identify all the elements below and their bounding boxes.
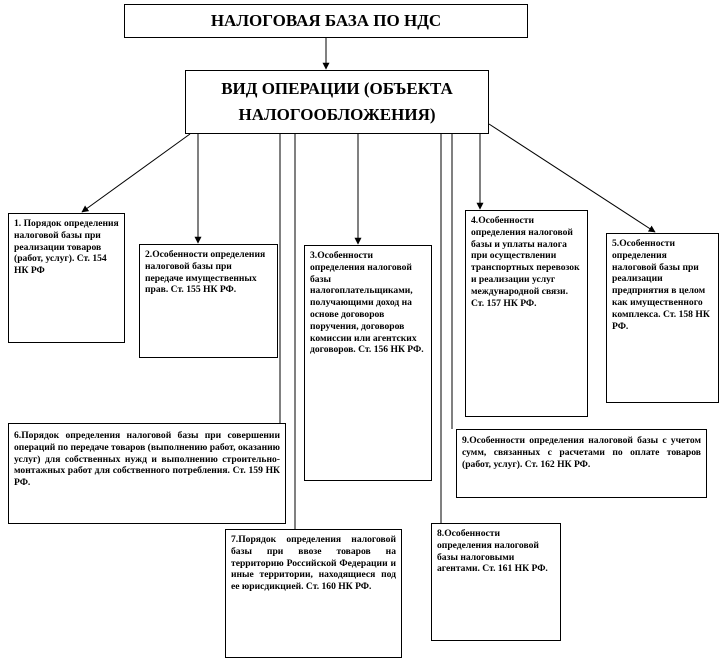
box-9-payment-amounts xyxy=(456,429,707,498)
box-8-text: 8.Особенности определения налоговой базы налоговыми агентами. Ст. 161 НК РФ. xyxy=(437,528,548,575)
box-8-tax-agents xyxy=(431,523,561,641)
box-6-own-needs xyxy=(8,423,286,524)
arrow-to-box-1 xyxy=(82,134,190,212)
box-7-text: 7.Порядок определения налоговой базы при ввозе товаров на территорию Российской Федерации и иные территории, находящиеся под ее юрисдикцией. Ст. 160 НК РФ. xyxy=(231,534,396,593)
box-1-sale-of-goods xyxy=(8,213,125,343)
box-2-text: 2.Особенности определения налоговой базы при передаче имущественных прав. Ст. 155 НК РФ. xyxy=(145,249,266,296)
box-3-agency-contracts xyxy=(304,245,432,481)
box-3-text: 3.Особенности определения налоговой базы налогоплательщиками, получающими доход на основе договоров поручения, договоров комиссии или агентских договоров. Ст. 156 НК РФ. xyxy=(310,250,424,356)
operation-type-line-1: ВИД ОПЕРАЦИИ (ОБЪЕКТА xyxy=(221,79,453,98)
box-5-enterprise-sale xyxy=(606,233,719,403)
box-6-text: 6.Порядок определения налоговой базы при совершении операций по передаче товаров (выполнению работ, оказанию услуг) для собственных нужд и выполнению строительно-монтажных работ для собственного потребления. Ст. 159 НК РФ. xyxy=(14,430,280,489)
box-1-text: 1. Порядок определения налоговой базы при реализации товаров (работ, услуг). Ст. 154 НК РФ xyxy=(14,218,119,277)
box-2-property-rights xyxy=(139,244,278,358)
box-7-import-of-goods xyxy=(225,529,402,658)
operation-type-line-2: НАЛОГООБЛОЖЕНИЯ) xyxy=(238,105,436,124)
box-9-text: 9.Особенности определения налоговой базы с учетом сумм, связанных с расчетами по оплате товаров (работ, услуг). Ст. 162 НК РФ. xyxy=(462,435,701,470)
box-5-text: 5.Особенности определения налоговой базы при реализации предприятия в целом как имущественного комплекса. Ст. 158 НК РФ. xyxy=(612,238,710,332)
box-4-transport-services xyxy=(465,210,588,417)
box-4-text: 4.Особенности определения налоговой базы и уплаты налога при осуществлении транспортных перевозок и реализации услуг международной связи. Ст. 157 НК РФ. xyxy=(471,215,580,309)
diagram-title: НАЛОГОВАЯ БАЗА ПО НДС xyxy=(210,11,442,30)
diagram-title-box xyxy=(124,4,528,38)
operation-type-box xyxy=(185,70,489,134)
